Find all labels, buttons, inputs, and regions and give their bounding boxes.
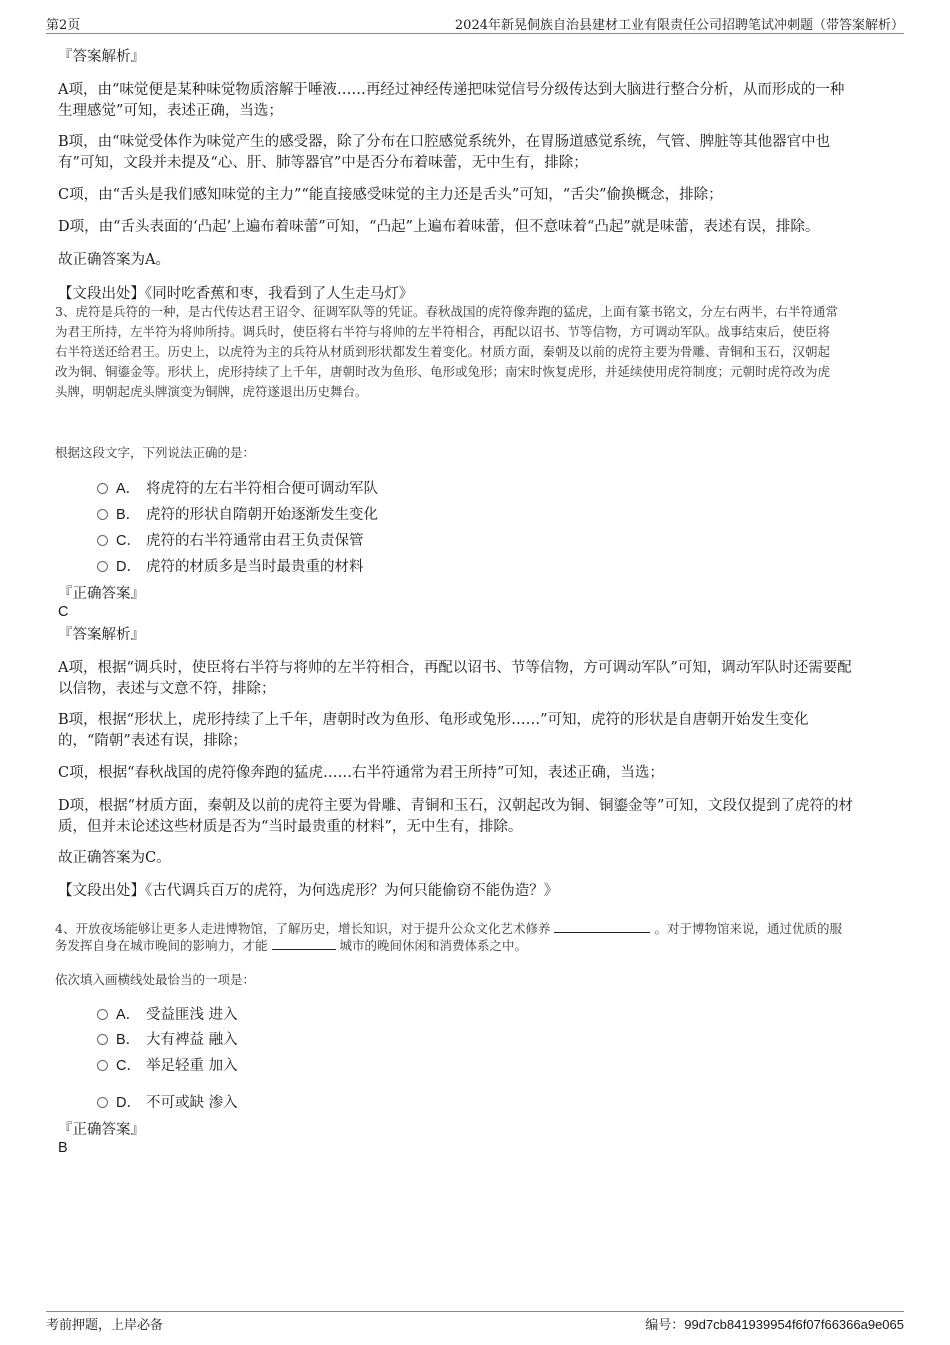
q3-analysis-d-line1: D项，根据“材质方面，秦朝及以前的虎符主要为骨雕、青铜和玉石，汉朝起改为铜、铜鎏金等”可知，文段仅提到了虎符的材 bbox=[58, 798, 853, 814]
q3-answer: C bbox=[58, 604, 69, 620]
q4-option-b[interactable]: B． 大有裨益 融入 bbox=[97, 1030, 238, 1051]
q3-analysis-b-line1: B项，根据“形状上，虎形持续了上千年，唐朝时改为鱼形、龟形或兔形……”可知，虎符的形状是自唐朝开始发生变化 bbox=[58, 712, 809, 728]
q2-analysis-a-line2: 生理感觉”可知，表述正确，当选； bbox=[58, 103, 283, 119]
page-number: 第2页 bbox=[46, 18, 81, 33]
radio-icon[interactable] bbox=[97, 509, 108, 520]
q2-analysis-b-line2: 有”可知，文段并未提及“心、肝、肺等器官”中是否分布着味蕾，无中生有，排除； bbox=[58, 155, 588, 171]
document-title: 2024年新晃侗族自治县建材工业有限责任公司招聘笔试冲刺题（带答案解析） bbox=[454, 18, 904, 33]
q3-passage-line2: 为君王所持，左半符为将帅所持。调兵时，使臣将右半符与将帅的左半符相合，再配以诏书、节等信物，方可调动军队。战事结束后，使臣将 bbox=[55, 324, 831, 339]
q4-prompt: 依次填入画横线处最恰当的一项是： bbox=[55, 972, 256, 987]
q4-option-d[interactable]: D． 不可或缺 渗入 bbox=[97, 1093, 238, 1114]
q3-conclusion: 故正确答案为C。 bbox=[58, 850, 171, 866]
footer-slogan: 考前押题，上岸必备 bbox=[46, 1318, 164, 1333]
q3-option-a[interactable]: A． 将虎符的左右半符相合便可调动军队 bbox=[97, 479, 378, 500]
q2-source: 【文段出处】《同时吃香蕉和枣，我看到了人生走马灯》 bbox=[58, 286, 414, 302]
q3-analysis-d-line2: 质，但并未论述这些材质是否为“当时最贵重的材料”，无中生有，排除。 bbox=[58, 819, 523, 835]
q3-option-b[interactable]: B． 虎符的形状自隋朝开始逐渐发生变化 bbox=[97, 505, 378, 526]
fill-blank-2[interactable] bbox=[272, 935, 336, 950]
q3-source: 【文段出处】《古代调兵百万的虎符，为何选虎形？为何只能偷窃不能伪造？》 bbox=[58, 883, 559, 899]
q2-analysis-a-line1: A项，由“味觉便是某种味觉物质溶解于唾液……再经过神经传递把味觉信号分级传达到大脑进行整合分析，从而形成的一种 bbox=[58, 82, 845, 98]
q2-analysis-d-line: D项，由“舌头表面的‘凸起’上遍布着味蕾”可知，“凸起”上遍布着味蕾，但不意味着“凸起”就是味蕾，表述有误，排除。 bbox=[58, 219, 820, 235]
q3-passage-line1: 3、虎符是兵符的一种，是古代传达君王诏令、征调军队等的凭证。春秋战国的虎符像奔跑的猛虎，上面有篆书铭文，分左右两半，右半符通常 bbox=[55, 304, 838, 319]
q2-conclusion: 故正确答案为A。 bbox=[58, 252, 170, 268]
radio-icon[interactable] bbox=[97, 1060, 108, 1071]
fill-blank-1[interactable] bbox=[554, 918, 650, 933]
q4-option-a[interactable]: A． 受益匪浅 进入 bbox=[97, 1005, 238, 1026]
q3-passage-line4: 改为铜、铜鎏金等。形状上，虎形持续了上千年，唐朝时改为鱼形、龟形或兔形；南宋时恢复虎形，并延续使用虎符制度；元朝时虎符改为虎 bbox=[55, 364, 831, 379]
q4-passage-line2: 务发挥自身在城市晚间的影响力，才能 城市的晚间休闲和消费体系之中。 bbox=[55, 935, 527, 956]
radio-icon[interactable] bbox=[97, 1097, 108, 1108]
q4-answer-heading: 『正确答案』 bbox=[58, 1122, 145, 1138]
footer-code: 编号：99d7cb841939954f6f07f66366a9e065 bbox=[645, 1317, 904, 1333]
q3-option-c[interactable]: C． 虎符的右半符通常由君王负责保管 bbox=[97, 531, 364, 552]
q3-option-d[interactable]: D． 虎符的材质多是当时最贵重的材料 bbox=[97, 557, 364, 578]
footer-divider bbox=[46, 1311, 904, 1312]
q3-analysis-a-line2: 以信物，表述与文意不符，排除； bbox=[58, 681, 276, 697]
radio-icon[interactable] bbox=[97, 535, 108, 546]
q2-analysis-heading: 『答案解析』 bbox=[58, 49, 145, 65]
q3-prompt: 根据这段文字，下列说法正确的是： bbox=[55, 445, 256, 460]
q2-analysis-c-line: C项，由“舌头是我们感知味觉的主力”“能直接感受味觉的主力还是舌头”可知，“舌尖”偷换概念，排除； bbox=[58, 187, 723, 203]
radio-icon[interactable] bbox=[97, 483, 108, 494]
radio-icon[interactable] bbox=[97, 561, 108, 572]
radio-icon[interactable] bbox=[97, 1009, 108, 1020]
q3-answer-heading: 『正确答案』 bbox=[58, 586, 145, 602]
q4-answer: B bbox=[58, 1140, 68, 1156]
q3-passage-line5: 头牌，明朝起虎头牌演变为铜牌，虎符遂退出历史舞台。 bbox=[55, 384, 368, 399]
q3-passage-line3: 右半符送还给君王。历史上，以虎符为主的兵符从材质到形状都发生着变化。材质方面，秦朝及以前的虎符主要为骨雕、青铜和玉石，汉朝起 bbox=[55, 344, 831, 359]
radio-icon[interactable] bbox=[97, 1034, 108, 1045]
q4-passage-line1: 4、开放夜场能够让更多人走进博物馆，了解历史，增长知识，对于提升公众文化艺术修养 。对于博物馆来说，通过优质的服 bbox=[55, 918, 842, 939]
q3-analysis-a-line1: A项，根据“调兵时，使臣将右半符与将帅的左半符相合，再配以诏书、节等信物，方可调动军队”可知，调动军队时还需要配 bbox=[58, 660, 852, 676]
q3-analysis-c-line: C项，根据“春秋战国的虎符像奔跑的猛虎……右半符通常为君王所持”可知，表述正确，当选； bbox=[58, 765, 664, 781]
q4-option-c[interactable]: C． 举足轻重 加入 bbox=[97, 1056, 238, 1077]
q3-analysis-heading: 『答案解析』 bbox=[58, 627, 145, 643]
q2-analysis-b-line1: B项，由“味觉受体作为味觉产生的感受器，除了分布在口腔感觉系统外，在胃肠道感觉系统，气管、脾脏等其他器官中也 bbox=[58, 134, 831, 150]
q3-analysis-b-line2: 的，“隋朝”表述有误，排除； bbox=[58, 733, 247, 749]
header-divider bbox=[46, 33, 904, 34]
